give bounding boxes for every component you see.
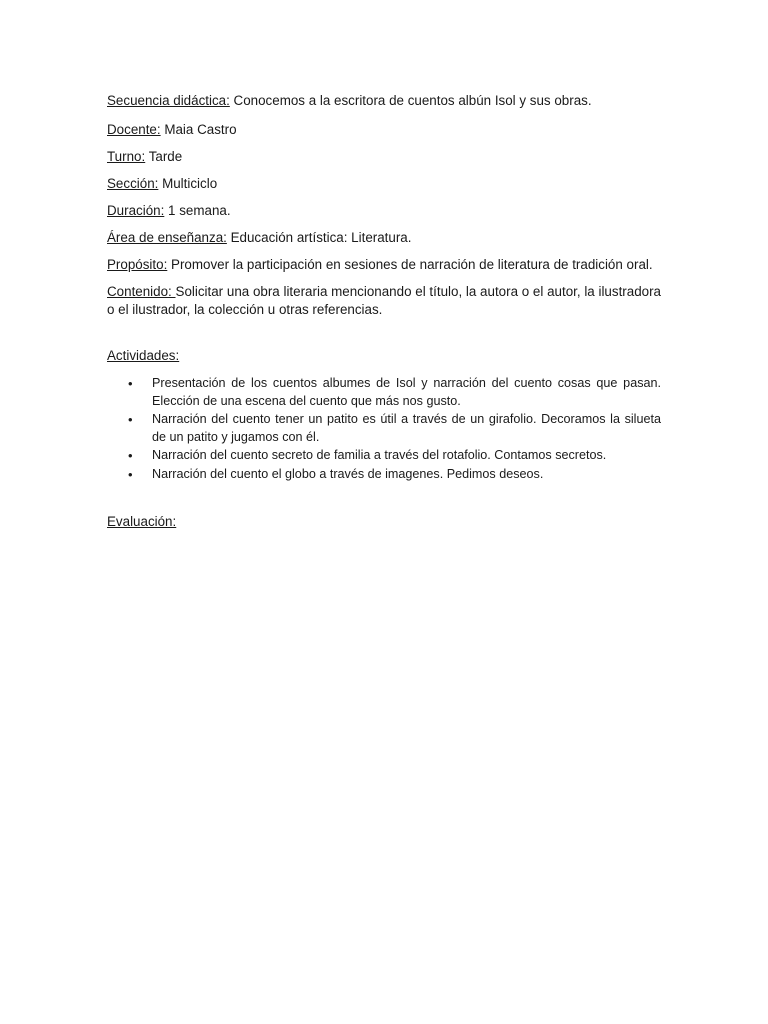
field-secuencia — [107, 92, 661, 110]
field-duracion — [107, 202, 661, 220]
field-seccion — [107, 175, 661, 193]
field-value: Tarde — [145, 149, 183, 164]
field-label: Secuencia didáctica: — [107, 93, 230, 108]
bullet-icon: • — [128, 412, 133, 427]
field-value: Educación artística: Literatura. — [226, 230, 412, 245]
field-docente — [107, 121, 661, 139]
activity-text: Narración del cuento el globo a través de imagenes. Pedimos deseos. — [152, 466, 544, 481]
field-label: Duración: — [107, 203, 165, 218]
field-label: Contenido: — [107, 284, 176, 299]
bullet-icon: • — [128, 448, 133, 463]
evaluation-heading: Evaluación: — [107, 514, 177, 529]
list-item — [107, 411, 661, 446]
field-value: Conocemos a la escritora de cuentos albún Isol y sus obras. — [229, 93, 592, 108]
activity-text: Presentación de los cuentos albumes de Isol y narración del cuento cosas que pasan. Elección de una escena del cuento que más nos gusto. — [152, 376, 661, 408]
activities-heading: Actividades: — [107, 348, 180, 363]
field-label: Docente: — [107, 122, 161, 137]
field-label: Sección: — [107, 176, 159, 191]
list-item — [107, 375, 661, 410]
field-proposito — [107, 256, 661, 274]
field-label: Área de enseñanza: — [107, 230, 227, 245]
activity-text: Narración del cuento tener un patito es útil a través de un girafolio. Decoramos la silueta de un patito y jugamos con él. — [152, 412, 661, 444]
field-label: Propósito: — [107, 257, 168, 272]
field-label: Turno: — [107, 149, 146, 164]
activity-text: Narración del cuento secreto de familia a través del rotafolio. Contamos secretos. — [152, 448, 607, 462]
field-value: Promover la participación en sesiones de narración de literatura de tradición oral. — [167, 257, 653, 272]
list-item — [107, 447, 661, 465]
document-page — [107, 92, 661, 531]
field-value: Maia Castro — [160, 122, 237, 137]
field-value: 1 semana. — [164, 203, 231, 218]
field-contenido — [107, 283, 661, 319]
field-area — [107, 229, 661, 247]
list-item — [107, 466, 661, 484]
field-value: Multiciclo — [158, 176, 218, 191]
bullet-icon: • — [128, 466, 133, 482]
bullet-icon: • — [128, 376, 133, 391]
field-turno — [107, 148, 661, 166]
activities-list — [107, 375, 661, 483]
field-value: Solicitar una obra literaria mencionando el título, la autora o el autor, la ilustradora o el ilustrador, la colección u otras referencias. — [107, 284, 661, 317]
